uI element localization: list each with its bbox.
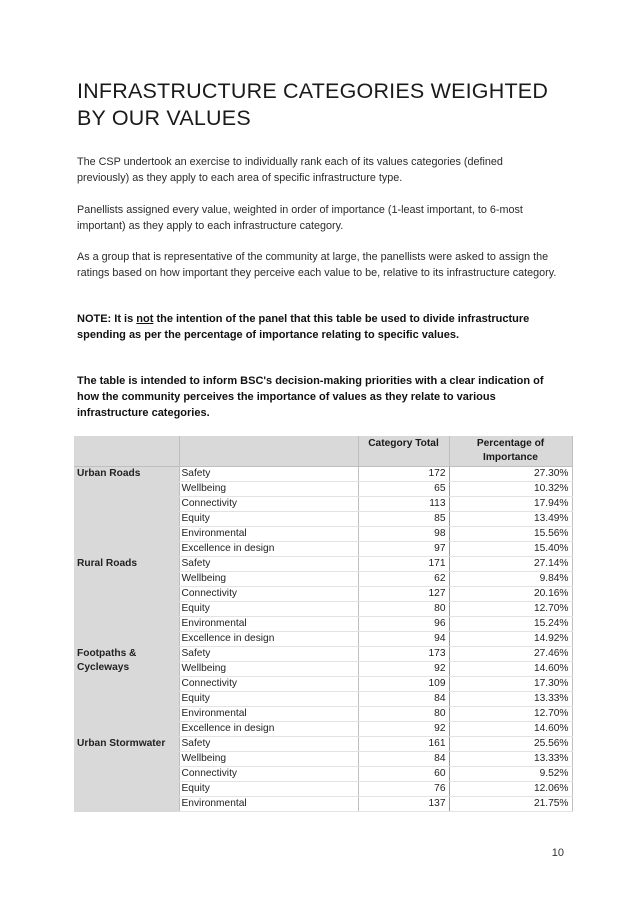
category-total-cell: 85: [358, 512, 449, 527]
percentage-cell: 15.56%: [449, 527, 572, 542]
percentage-cell: 15.24%: [449, 617, 572, 632]
value-name-cell: Equity: [179, 692, 358, 707]
value-name-cell: Equity: [179, 512, 358, 527]
category-total-cell: 65: [358, 482, 449, 497]
table-row: [74, 737, 572, 752]
header-value: [179, 436, 358, 467]
table-row: [74, 557, 572, 572]
percentage-cell: 14.60%: [449, 662, 572, 677]
percentage-cell: 14.60%: [449, 722, 572, 737]
value-name-cell: Safety: [179, 737, 358, 752]
category-cell: Urban Roads: [74, 467, 179, 557]
category-total-cell: 94: [358, 632, 449, 647]
category-total-cell: 98: [358, 527, 449, 542]
category-total-cell: 113: [358, 497, 449, 512]
category-total-cell: 172: [358, 467, 449, 482]
header-category: [74, 436, 179, 467]
values-weighting-table: [74, 436, 573, 812]
percentage-cell: 17.94%: [449, 497, 572, 512]
value-name-cell: Wellbeing: [179, 752, 358, 767]
category-total-cell: 127: [358, 587, 449, 602]
category-cell: Rural Roads: [74, 557, 179, 647]
table-body: [74, 467, 572, 812]
page-number: 10: [551, 847, 564, 859]
percentage-cell: 27.14%: [449, 557, 572, 572]
value-name-cell: Connectivity: [179, 497, 358, 512]
page-title: INFRASTRUCTURE CATEGORIES WEIGHTED BY OUR VALUES: [77, 79, 549, 130]
category-cell: Urban Stormwater: [74, 737, 179, 812]
purpose-paragraph: The table is intended to inform BSC's decision-making priorities with a clear indication of how the community perceives the importance of values as they relate to various infrastructure categories.: [77, 375, 544, 419]
value-name-cell: Connectivity: [179, 767, 358, 782]
percentage-cell: 17.30%: [449, 677, 572, 692]
table-row: [74, 647, 572, 662]
table-row: [74, 467, 572, 482]
value-name-cell: Excellence in design: [179, 542, 358, 557]
category-total-cell: 60: [358, 767, 449, 782]
category-total-cell: 171: [358, 557, 449, 572]
value-name-cell: Safety: [179, 467, 358, 482]
value-name-cell: Connectivity: [179, 587, 358, 602]
value-name-cell: Environmental: [179, 797, 358, 812]
intro-paragraph: The CSP undertook an exercise to individually rank each of its values categories (defined previously) as they apply to each area of specific infrastructure type.: [77, 156, 503, 184]
percentage-cell: 13.33%: [449, 752, 572, 767]
ranking-paragraph: Panellists assigned every value, weighted in order of importance (1-least important, to 6-most important) as they apply to each infrastructure category.: [77, 204, 523, 232]
percentage-cell: 12.70%: [449, 707, 572, 722]
value-name-cell: Excellence in design: [179, 632, 358, 647]
value-name-cell: Safety: [179, 557, 358, 572]
value-name-cell: Wellbeing: [179, 572, 358, 587]
value-name-cell: Environmental: [179, 617, 358, 632]
category-total-cell: 62: [358, 572, 449, 587]
category-total-cell: 76: [358, 782, 449, 797]
category-total-cell: 97: [358, 542, 449, 557]
value-name-cell: Safety: [179, 647, 358, 662]
category-total-cell: 173: [358, 647, 449, 662]
percentage-cell: 27.46%: [449, 647, 572, 662]
value-name-cell: Excellence in design: [179, 722, 358, 737]
percentage-cell: 12.70%: [449, 602, 572, 617]
percentage-cell: 20.16%: [449, 587, 572, 602]
value-name-cell: Environmental: [179, 527, 358, 542]
category-total-cell: 92: [358, 662, 449, 677]
category-total-cell: 137: [358, 797, 449, 812]
value-name-cell: Equity: [179, 782, 358, 797]
percentage-cell: 15.40%: [449, 542, 572, 557]
value-name-cell: Wellbeing: [179, 482, 358, 497]
note-text-end: the intention of the panel that this table be used to divide infrastructure spending as per the percentage of importance relating to specific values.: [77, 313, 530, 341]
category-total-cell: 92: [358, 722, 449, 737]
category-total-cell: 161: [358, 737, 449, 752]
note-text-start: NOTE: It is: [77, 313, 137, 325]
percentage-cell: 10.32%: [449, 482, 572, 497]
category-total-cell: 96: [358, 617, 449, 632]
category-total-cell: 84: [358, 692, 449, 707]
header-category-total: Category Total: [358, 436, 449, 467]
percentage-cell: 13.49%: [449, 512, 572, 527]
category-total-cell: 109: [358, 677, 449, 692]
percentage-cell: 21.75%: [449, 797, 572, 812]
value-name-cell: Wellbeing: [179, 662, 358, 677]
percentage-cell: 9.52%: [449, 767, 572, 782]
percentage-cell: 27.30%: [449, 467, 572, 482]
category-cell: Footpaths & Cycleways: [74, 647, 179, 737]
category-total-cell: 80: [358, 707, 449, 722]
header-percentage: Percentage of Importance: [449, 436, 572, 467]
category-total-cell: 80: [358, 602, 449, 617]
percentage-cell: 13.33%: [449, 692, 572, 707]
panel-paragraph: As a group that is representative of the community at large, the panellists were asked to assign the ratings based on how important they perceive each value to be, relative to its infrastructure category.: [77, 251, 557, 279]
table-header-row: [74, 436, 572, 467]
note-underlined-word: not: [136, 313, 154, 325]
value-name-cell: Equity: [179, 602, 358, 617]
note-paragraph: [77, 312, 557, 344]
percentage-cell: 14.92%: [449, 632, 572, 647]
category-total-cell: 84: [358, 752, 449, 767]
value-name-cell: Connectivity: [179, 677, 358, 692]
percentage-cell: 9.84%: [449, 572, 572, 587]
value-name-cell: Environmental: [179, 707, 358, 722]
percentage-cell: 12.06%: [449, 782, 572, 797]
percentage-cell: 25.56%: [449, 737, 572, 752]
